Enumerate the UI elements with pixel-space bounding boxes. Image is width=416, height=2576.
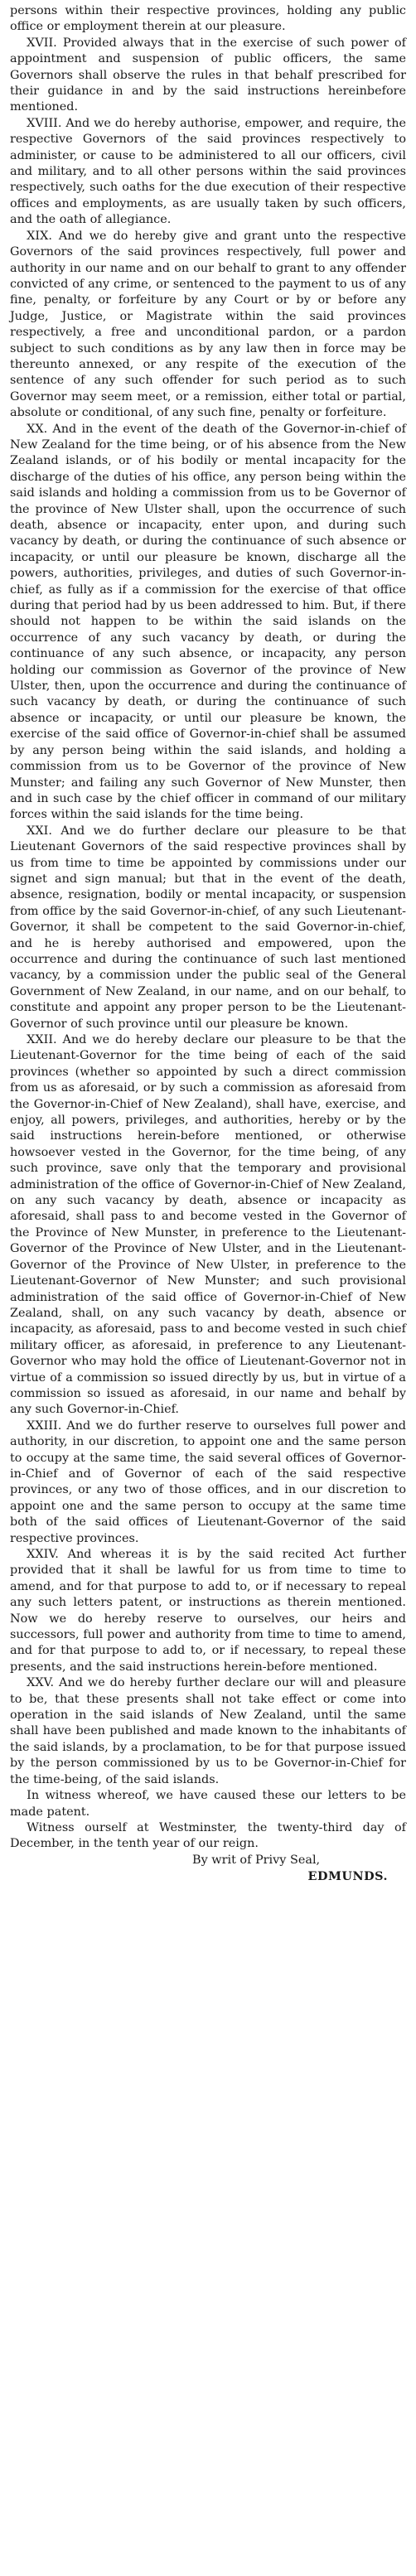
opening-fragment: persons within their respective provinces, holding any public office or employment therein at our pleasure. <box>10 4 406 34</box>
section-xxiv: XXIV. And whereas it is by the said recited Act further provided that it shall be lawful for us from time to time to amend, and for that purpose to add to, or if necessary to repeal any such letters patent, or instructions as therein mentioned. Now we do hereby reserve to ourselves, our heirs and successors, full power and authority from time to time to amend, and for that purpose to add to, or if necessary, to repeal these presents, and the said instructions herein-before mentioned. <box>10 1548 406 1674</box>
section-xix: XIX. And we do hereby give and grant unto the respective Governors of the said provinces respectively, full power and authority in our name and on our behalf to grant to any offender convicted of any crime, or sentenced to the payment to us of any fine, penalty, or forfeiture by any Court or by or before any Judge, Justice, or Magistrate within the said provinces respectively, a free and unconditional pardon, or a pardon subject to such conditions as by any law then in force may be thereunto annexed, or any respite of the execution of the sentence of any such offender for such period as to such Governor may seem meet, or a remission, either total or partial, absolute or conditional, of any such fine, penalty or forfeiture. <box>10 229 406 420</box>
section-xxii: XXII. And we do hereby declare our pleasure to be that the Lieutenant-Governor for the time being of each of the said provinces (whether so appointed by such a direct commission from us as aforesaid, or by such a commission as aforesaid from the Governor-in-Chief of New Zealand), shall have, exercise, and enjoy, all powers, privileges, and authorities, hereby or by the said instructions herein-before mentioned, or otherwise howsoever vested in the Governor, for the time being, of any such province, save only that the temporary and provisional administration of the office of Governor-in-Chief of New Zealand, on any such vacancy by death, absence or incapacity as aforesaid, shall pass to and become vested in the Governor of the Province of New Munster, in preference to the Lieutenant-Governor of the Province of New Ulster, and in the Lieutenant-Governor of the Province of New Ulster, in preference to the Lieutenant-Governor of New Munster; and such provisional administration of the said office of Governor-in-Chief of New Zealand, shall, on any such vacancy by death, absence or incapacity, as aforesaid, pass to and become vested in such chief military officer, as aforesaid, in preference to any Lieutenant-Governor who may hold the office of Lieutenant-Governor not in virtue of a commission so issued directly by us, but in virtue of a commission so issued as aforesaid, in our name and behalf by any such Governor-in-Chief. <box>10 1033 406 1417</box>
witness-line: In witness whereof, we have caused these our letters to be made patent. <box>10 1789 406 1819</box>
section-xvii: XVII. Provided always that in the exercise of such power of appointment and suspension of public officers, the same Governors shall observe the rules in that behalf prescribed for their guidance in and by the said instructions hereinbefore mentioned. <box>10 36 406 114</box>
section-xx: XX. And in the event of the death of the Governor-in-chief of New Zealand for the time being, or of his absence from the New Zealand islands, or of his bodily or mental incapacity for the discharge of the duties of his office, any person being within the said islands and holding a commission from us to be Governor of the province of New Ulster shall, upon the occurrence of such death, absence or incapacity, enter upon, and during such vacancy by death, or during the continuance of such absence or incapacity, or until our pleasure be known, discharge all the powers, authorities, privileges, and duties of such Governor-in-chief, as fully as if a commission for the exercise of that office during that period had by us been addressed to him. But, if there should not happen to be within the said islands on the occurrence of any such vacancy by death, or during the continuance of any such absence, or incapacity, any person holding our commission as Governor of the province of New Ulster, then, upon the occurrence and during the continuance of such vacancy by death, or during the continuance of such absence or incapacity, or until our pleasure be known, the exercise of the said office of Governor-in-chief shall be assumed by any person being within the said islands, and holding a commission from us to be Governor of the province of New Munster; and failing any such Governor of New Munster, then and in such case by the chief officer in command of our military forces within the said islands for the time being. <box>10 422 406 822</box>
section-xxi: XXI. And we do further declare our pleasure to be that Lieutenant Governors of the said respective provinces shall by us from time to time be appointed by commissions under our signet and sign manual; but that in the event of the death, absence, resignation, bodily or mental incapacity, or suspension from office by the said Governor-in-chief, of any such Lieutenant-Governor, it shall be competent to the said Governor-in-chief, and he is hereby authorised and empowered, upon the occurrence and during the continuance of such last mentioned vacancy, by a commission under the public seal of the General Government of New Zealand, in our name, and on our behalf, to constitute and appoint any proper person to be the Lieutenant-Governor of such province until our pleasure be known. <box>10 824 406 1031</box>
writ-line: By writ of Privy Seal, <box>192 1853 321 1867</box>
section-xxv: XXV. And we do hereby further declare our will and pleasure to be, that these presents shall not take effect or come into operation in the said islands of New Zealand, until the same shall have been published and made known to the inhabitants of the said islands, by a proclamation, to be for that purpose issued by the person commissioned by us to be Governor-in-Chief for the time-being, of the said islands. <box>10 1676 406 1786</box>
section-xviii: XVIII. And we do hereby authorise, empower, and require, the respective Governors of the said provinces respectively to administer, or cause to be administered to all our officers, civil and military, and to all other persons within the said provinces respectively, such oaths for the due execution of their respective offices and employments, as are usually taken by such officers, and the oath of allegiance. <box>10 116 406 227</box>
dated-line: Witness ourself at Westminster, the twenty-third day of December, in the tenth year of our reign. <box>10 1820 406 1851</box>
section-xxiii: XXIII. And we do further reserve to ourselves full power and authority, in our discretion, to appoint one and the same person to occupy at the same time, the said several offices of Governor-in-Chief and of Governor of each of the said respective provinces, or any two of those offices, and in our discretion to appoint one and the same person to occupy at the same time both of the said offices of Lieutenant-Governor of the said respective provinces. <box>10 1418 406 1545</box>
signer-name: EDMUNDS. <box>307 1869 388 1884</box>
